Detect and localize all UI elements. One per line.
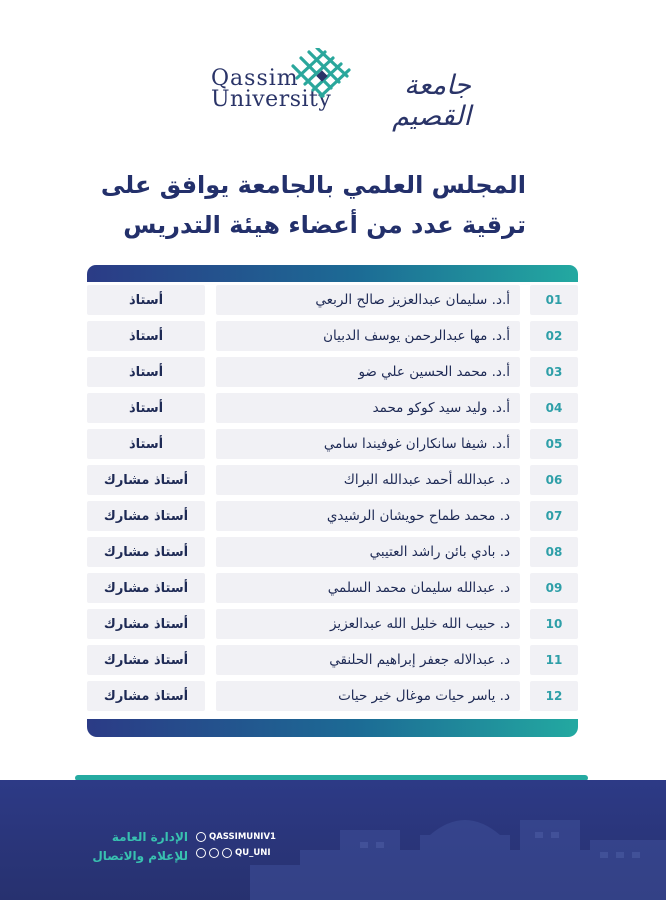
number-cell: 07	[530, 501, 578, 531]
table-header-bar	[87, 265, 578, 282]
qu-handle: QU_UNI	[235, 848, 271, 858]
number-cell: 11	[530, 645, 578, 675]
name-cell: أ.د. محمد الحسين علي ضو	[216, 357, 520, 387]
table-row	[0, 537, 666, 567]
rank-cell: أستاذ مشارك	[87, 501, 205, 531]
number-cell: 02	[530, 321, 578, 351]
table-row	[0, 501, 666, 531]
other-handles-row[interactable]	[196, 845, 286, 861]
table-row	[0, 645, 666, 675]
number-cell: 09	[530, 573, 578, 603]
name-cell: أ.د. وليد سيد كوكو محمد	[216, 393, 520, 423]
rank-cell: أستاذ	[87, 357, 205, 387]
rank-cell: أستاذ مشارك	[87, 645, 205, 675]
table-row	[0, 465, 666, 495]
table-footer-bar	[87, 719, 578, 737]
twitter-icon	[196, 832, 206, 842]
rank-cell: أستاذ	[87, 429, 205, 459]
number-cell: 10	[530, 609, 578, 639]
table-row	[0, 573, 666, 603]
department-line1: الإدارة العامة	[111, 830, 188, 844]
department-name	[76, 828, 188, 866]
rank-cell: أستاذ مشارك	[87, 609, 205, 639]
number-cell: 05	[530, 429, 578, 459]
footer	[0, 780, 666, 900]
page-title	[90, 165, 526, 245]
name-cell: أ.د. مها عبدالرحمن يوسف الدبيان	[216, 321, 520, 351]
table-row	[0, 393, 666, 423]
snapchat-icon	[196, 848, 206, 858]
rank-cell: أستاذ مشارك	[87, 681, 205, 711]
name-cell: د. عبدالله سليمان محمد السلمي	[216, 573, 520, 603]
rank-cell: أستاذ	[87, 285, 205, 315]
table-row	[0, 357, 666, 387]
department-line2: للإعلام والاتصال	[92, 849, 188, 863]
name-cell: د. ياسر حيات موغال خير حيات	[216, 681, 520, 711]
number-cell: 08	[530, 537, 578, 567]
rank-cell: أستاذ مشارك	[87, 537, 205, 567]
instagram-icon	[209, 848, 219, 858]
logo-arabic-text: جامعة القصيم	[392, 70, 471, 132]
table-row	[0, 321, 666, 351]
name-cell: د. عبدالله أحمد عبدالله البراك	[216, 465, 520, 495]
title-line2: ترقية عدد من أعضاء هيئة التدريس	[123, 211, 526, 239]
table-row	[0, 285, 666, 315]
rank-cell: أستاذ مشارك	[87, 465, 205, 495]
rank-cell: أستاذ مشارك	[87, 573, 205, 603]
university-logo	[205, 46, 475, 132]
name-cell: د. محمد طماح حويشان الرشيدي	[216, 501, 520, 531]
name-cell: د. بادي بائن راشد العتيبي	[216, 537, 520, 567]
name-cell: د. حبيب الله خليل الله عبدالعزيز	[216, 609, 520, 639]
table-row	[0, 429, 666, 459]
twitter-handle-row[interactable]	[196, 829, 286, 845]
name-cell: أ.د. شيفا سانكاران غوفيندا سامي	[216, 429, 520, 459]
number-cell: 12	[530, 681, 578, 711]
twitter-handle: QASSIMUNIV1	[209, 832, 276, 842]
table-row	[0, 681, 666, 711]
number-cell: 01	[530, 285, 578, 315]
rank-cell: أستاذ	[87, 393, 205, 423]
logo-latin-line1: Qassim	[211, 66, 299, 91]
number-cell: 04	[530, 393, 578, 423]
rank-cell: أستاذ	[87, 321, 205, 351]
logo-latin-line2: University	[211, 87, 332, 112]
title-line1: المجلس العلمي بالجامعة يوافق على	[100, 171, 526, 199]
number-cell: 03	[530, 357, 578, 387]
table-row	[0, 609, 666, 639]
name-cell: د. عبدالاله جعفر إبراهيم الحلنقي	[216, 645, 520, 675]
name-cell: أ.د. سليمان عبدالعزيز صالح الربعي	[216, 285, 520, 315]
youtube-icon	[222, 848, 232, 858]
social-handles	[196, 829, 286, 861]
number-cell: 06	[530, 465, 578, 495]
